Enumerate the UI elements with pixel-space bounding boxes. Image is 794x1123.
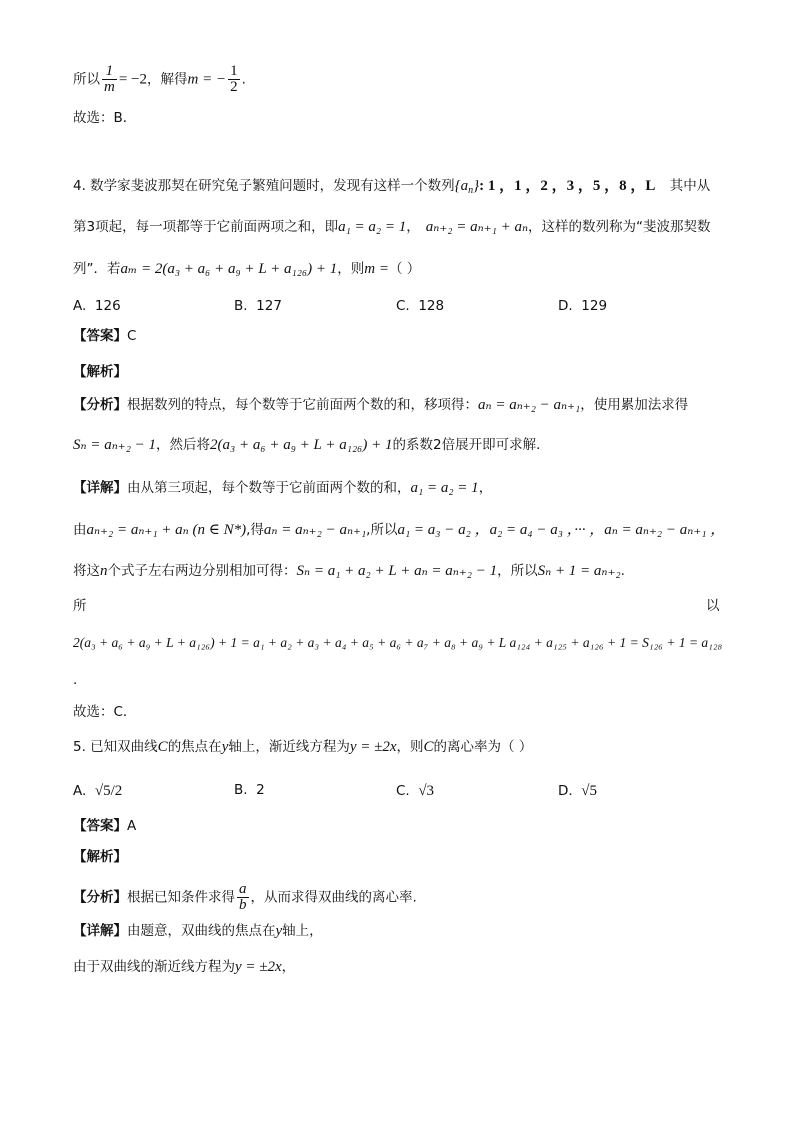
text: 【解析】 [73,364,127,380]
detail-label: 【详解】 [73,923,127,939]
detail-label: 【详解】 [73,480,127,496]
text: 其中从 [669,178,711,194]
frac-den: m [104,79,115,95]
math: aₙ₊₂ = aₙ₊₁ + aₙ (n ∈ N*) [86,522,247,538]
seq-values: : 1 ，1 ，2 ，3 ，5 ，8 ，L [479,178,656,194]
math-text: } [473,178,480,194]
text: 的离心率为（ ） [433,739,533,755]
text: 个式子左右两边分别相加可得： [107,563,297,579]
answer-value: C [127,328,137,344]
frac-num: a [239,881,247,897]
text: 5. 已知双曲线 [73,739,158,755]
detail-line-3: 将这n个式子左右两边分别相加可得：Sₙ = a₁ + a₂ + L + aₙ = aₙ₊₂ − 1，所以Sₙ + 1 = aₙ₊₂. [73,563,625,579]
text: 所 [73,598,87,614]
text: . [241,71,246,88]
q4-line-1 [73,177,710,197]
text: ，则 [396,739,424,755]
text: 列”．若 [73,261,121,277]
math: aₙ = aₙ₊₂ − aₙ₊₁ [478,397,581,413]
math: C [423,739,434,755]
frac-num: 1 [102,64,117,80]
answer-label: 【答案】 [73,818,127,834]
math: y = ±2x [349,739,397,755]
math: C [157,739,168,755]
math: 2(a₃ + a₆ + a₉ + L + a₁₂₆) + 1 = a₁ + a₂ + a₃ + a₄ + a₅ + a₆ + a₇ + a₈ + a₉ + L a₁₂₄ + a₁₂₅ + a₁₂₆ + 1 = S₁₂₆ + 1 = a₁₂₈ [73,635,723,650]
math-text: {a [454,178,469,194]
text: 根据已知条件求得 [127,889,235,906]
fraction-a-over-b [237,882,249,913]
option-value: √5/2 [94,783,123,799]
q4-line-3 [73,260,420,278]
text: 第3项起，每一项都等于它前面两项之和，即 [73,219,339,235]
text: 由于双曲线的渐近线方程为 [73,959,235,975]
text: 故选：C． [73,704,137,720]
text: 由 [73,522,87,538]
text: ，则 [337,261,365,277]
text: 所以 [73,71,100,88]
answer-5 [73,818,136,834]
analysis-label: 【分析】 [73,397,127,413]
detail-line-2 [73,521,725,539]
option-letter: B. [234,782,248,798]
text: 以 [706,598,720,614]
text: ，解得 [147,71,188,88]
text: 的焦点在 [167,739,222,755]
option-value: 2 [256,782,265,798]
detail-line-4 [73,598,87,614]
text: 【解析】 [73,849,127,865]
q5-line-1 [73,738,532,756]
math-text: n [468,185,474,196]
math: aₘ = 2(a₃ + a₆ + a₉ + L + a₁₂₆) + 1 [120,261,338,277]
text: . [73,672,78,688]
option-letter: D. [558,298,573,314]
q4-option-b[interactable] [234,298,282,314]
answer-4 [73,328,136,344]
detail5-line-2 [73,958,295,976]
text: 轴上， [282,923,323,939]
text: 根据数列的特点，每个数等于它前面两个数的和，移项得： [127,397,478,413]
text: ，这样的数列称为“斐波那契数 [528,219,711,235]
detail5-line-1 [73,922,323,940]
option-value: √3 [418,783,435,799]
text: ,所以 [366,522,398,538]
choice-line-4 [73,704,136,720]
math: Sₙ + 1 = aₙ₊₂ [537,563,621,579]
math [455,178,480,194]
q4-option-c[interactable] [396,298,444,314]
text: 由题意，双曲线的焦点在 [127,923,276,939]
option-letter: B. [234,298,248,314]
math: Sₙ = aₙ₊₂ − 1 [73,437,157,453]
option-value: 129 [581,298,608,314]
fraction-1-over-m [102,64,117,95]
answer-value: A [127,818,137,834]
math: a₁ = a₂ = 1 [410,480,479,496]
text: 由从第三项起，每个数等于它前面两个数的和， [127,480,411,496]
option-letter: C. [396,298,410,314]
detail-line-6 [73,672,77,688]
option-letter: A. [73,783,87,799]
option-letter: D. [558,783,573,799]
analysis-heading [73,364,127,380]
option-value: √5 [581,783,598,799]
math: a₁ = a₃ − a₂ ，a₂ = a₄ − a₃ ，··· ，aₙ = aₙ₊₂ − aₙ₊₁ ， [397,522,726,538]
q5-option-b[interactable] [234,782,265,798]
math: aₙ = aₙ₊₂ − aₙ₊₁ [263,522,367,538]
math: n [100,563,108,579]
eq: m = − [187,71,227,88]
math: Sₙ = a₁ + a₂ + L + aₙ = aₙ₊₂ − 1 [296,563,498,579]
detail-line-1: 【详解】由从第三项起，每个数等于它前面两个数的和，a₁ = a₂ = 1， [73,480,493,496]
math: y = ±2x [235,959,282,975]
frac-den: b [239,897,247,913]
option-letter: C. [396,783,410,799]
text: ，然后将 [156,437,211,453]
eq: = −2 [118,71,148,88]
text: ， [281,959,296,975]
text: ，使用累加法求得 [580,397,689,413]
frac-den: 2 [230,79,238,95]
choice-line [73,110,136,126]
math: y [221,739,229,755]
text: 故选：B． [73,110,137,126]
text: 将这 [73,563,100,579]
math: aₙ₊₂ = aₙ₊₁ + aₙ [425,219,529,235]
fenxi-line-2 [73,436,550,454]
analysis-label: 【分析】 [73,889,127,906]
fraction-half [228,64,240,95]
option-value: 126 [94,298,121,314]
text: 轴上，渐近线方程为 [228,739,350,755]
q4-option-a[interactable] [73,298,121,314]
frac-num: 1 [230,63,238,79]
q4-line-2: 第3项起，每一项都等于它前面两项之和，即a₁ = a₂ = 1， aₙ₊₂ = aₙ₊₁ + aₙ，这样的数列称为“斐波那契数 [73,219,711,235]
option-letter: A. [73,298,87,314]
text: （ ） [389,261,421,277]
q5-option-c[interactable] [396,782,434,800]
detail-line-4-end [706,598,720,614]
q5-option-a[interactable] [73,782,122,800]
fenxi-line-1 [73,396,688,414]
detail-line-5 [73,635,722,651]
math: a₁ = a₂ = 1 [338,219,407,235]
text: ，所以 [497,563,538,579]
analysis-heading-5 [73,849,127,865]
option-value: 127 [256,298,282,314]
text: 的系数2倍展开即可求解． [392,437,550,453]
text: 4. 数学家斐波那契在研究兔子繁殖问题时，发现有这样一个数列 [73,178,455,194]
q5-option-d[interactable] [558,782,597,800]
fenxi5-line [73,882,417,913]
option-value: 128 [418,298,445,314]
math: m = [364,261,390,277]
text: ,得 [246,522,264,538]
answer-label: 【答案】 [73,328,127,344]
q4-option-d[interactable] [558,298,607,314]
text: ，从而求得双曲线的离心率. [250,889,417,906]
math: 2(a₃ + a₆ + a₉ + L + a₁₂₆) + 1 [210,437,393,453]
line-result-m [73,64,246,95]
math: y [275,923,283,939]
